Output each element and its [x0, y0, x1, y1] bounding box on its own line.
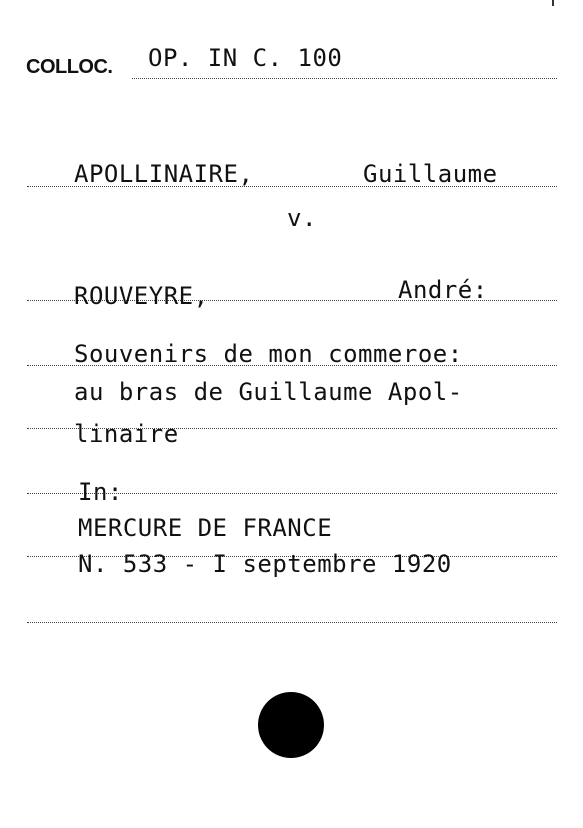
- colloc-label: COLLOC.: [26, 56, 113, 78]
- second-surname: ROUVEYRE,: [74, 282, 209, 310]
- dotted-rule: [27, 622, 557, 623]
- versus-text: v.: [287, 204, 317, 232]
- author-surname: APOLLINAIRE,: [74, 160, 254, 188]
- edge-mark: [552, 0, 554, 6]
- second-given-name: André:: [398, 276, 488, 304]
- in-label: In:: [78, 478, 123, 506]
- author-given-name: Guillaume: [363, 160, 498, 188]
- title-line-2: au bras de Guillaume Apol-: [74, 378, 463, 406]
- title-line-3: linaire: [74, 420, 179, 448]
- title-line-1: Souvenirs de mon commeroe:: [74, 340, 463, 368]
- dotted-rule: [132, 78, 557, 79]
- issue-line: N. 533 - I septembre 1920: [78, 550, 452, 578]
- punch-hole: [258, 692, 324, 758]
- call-number: OP. IN C. 100: [148, 44, 343, 72]
- journal-name: MERCURE DE FRANCE: [78, 514, 333, 542]
